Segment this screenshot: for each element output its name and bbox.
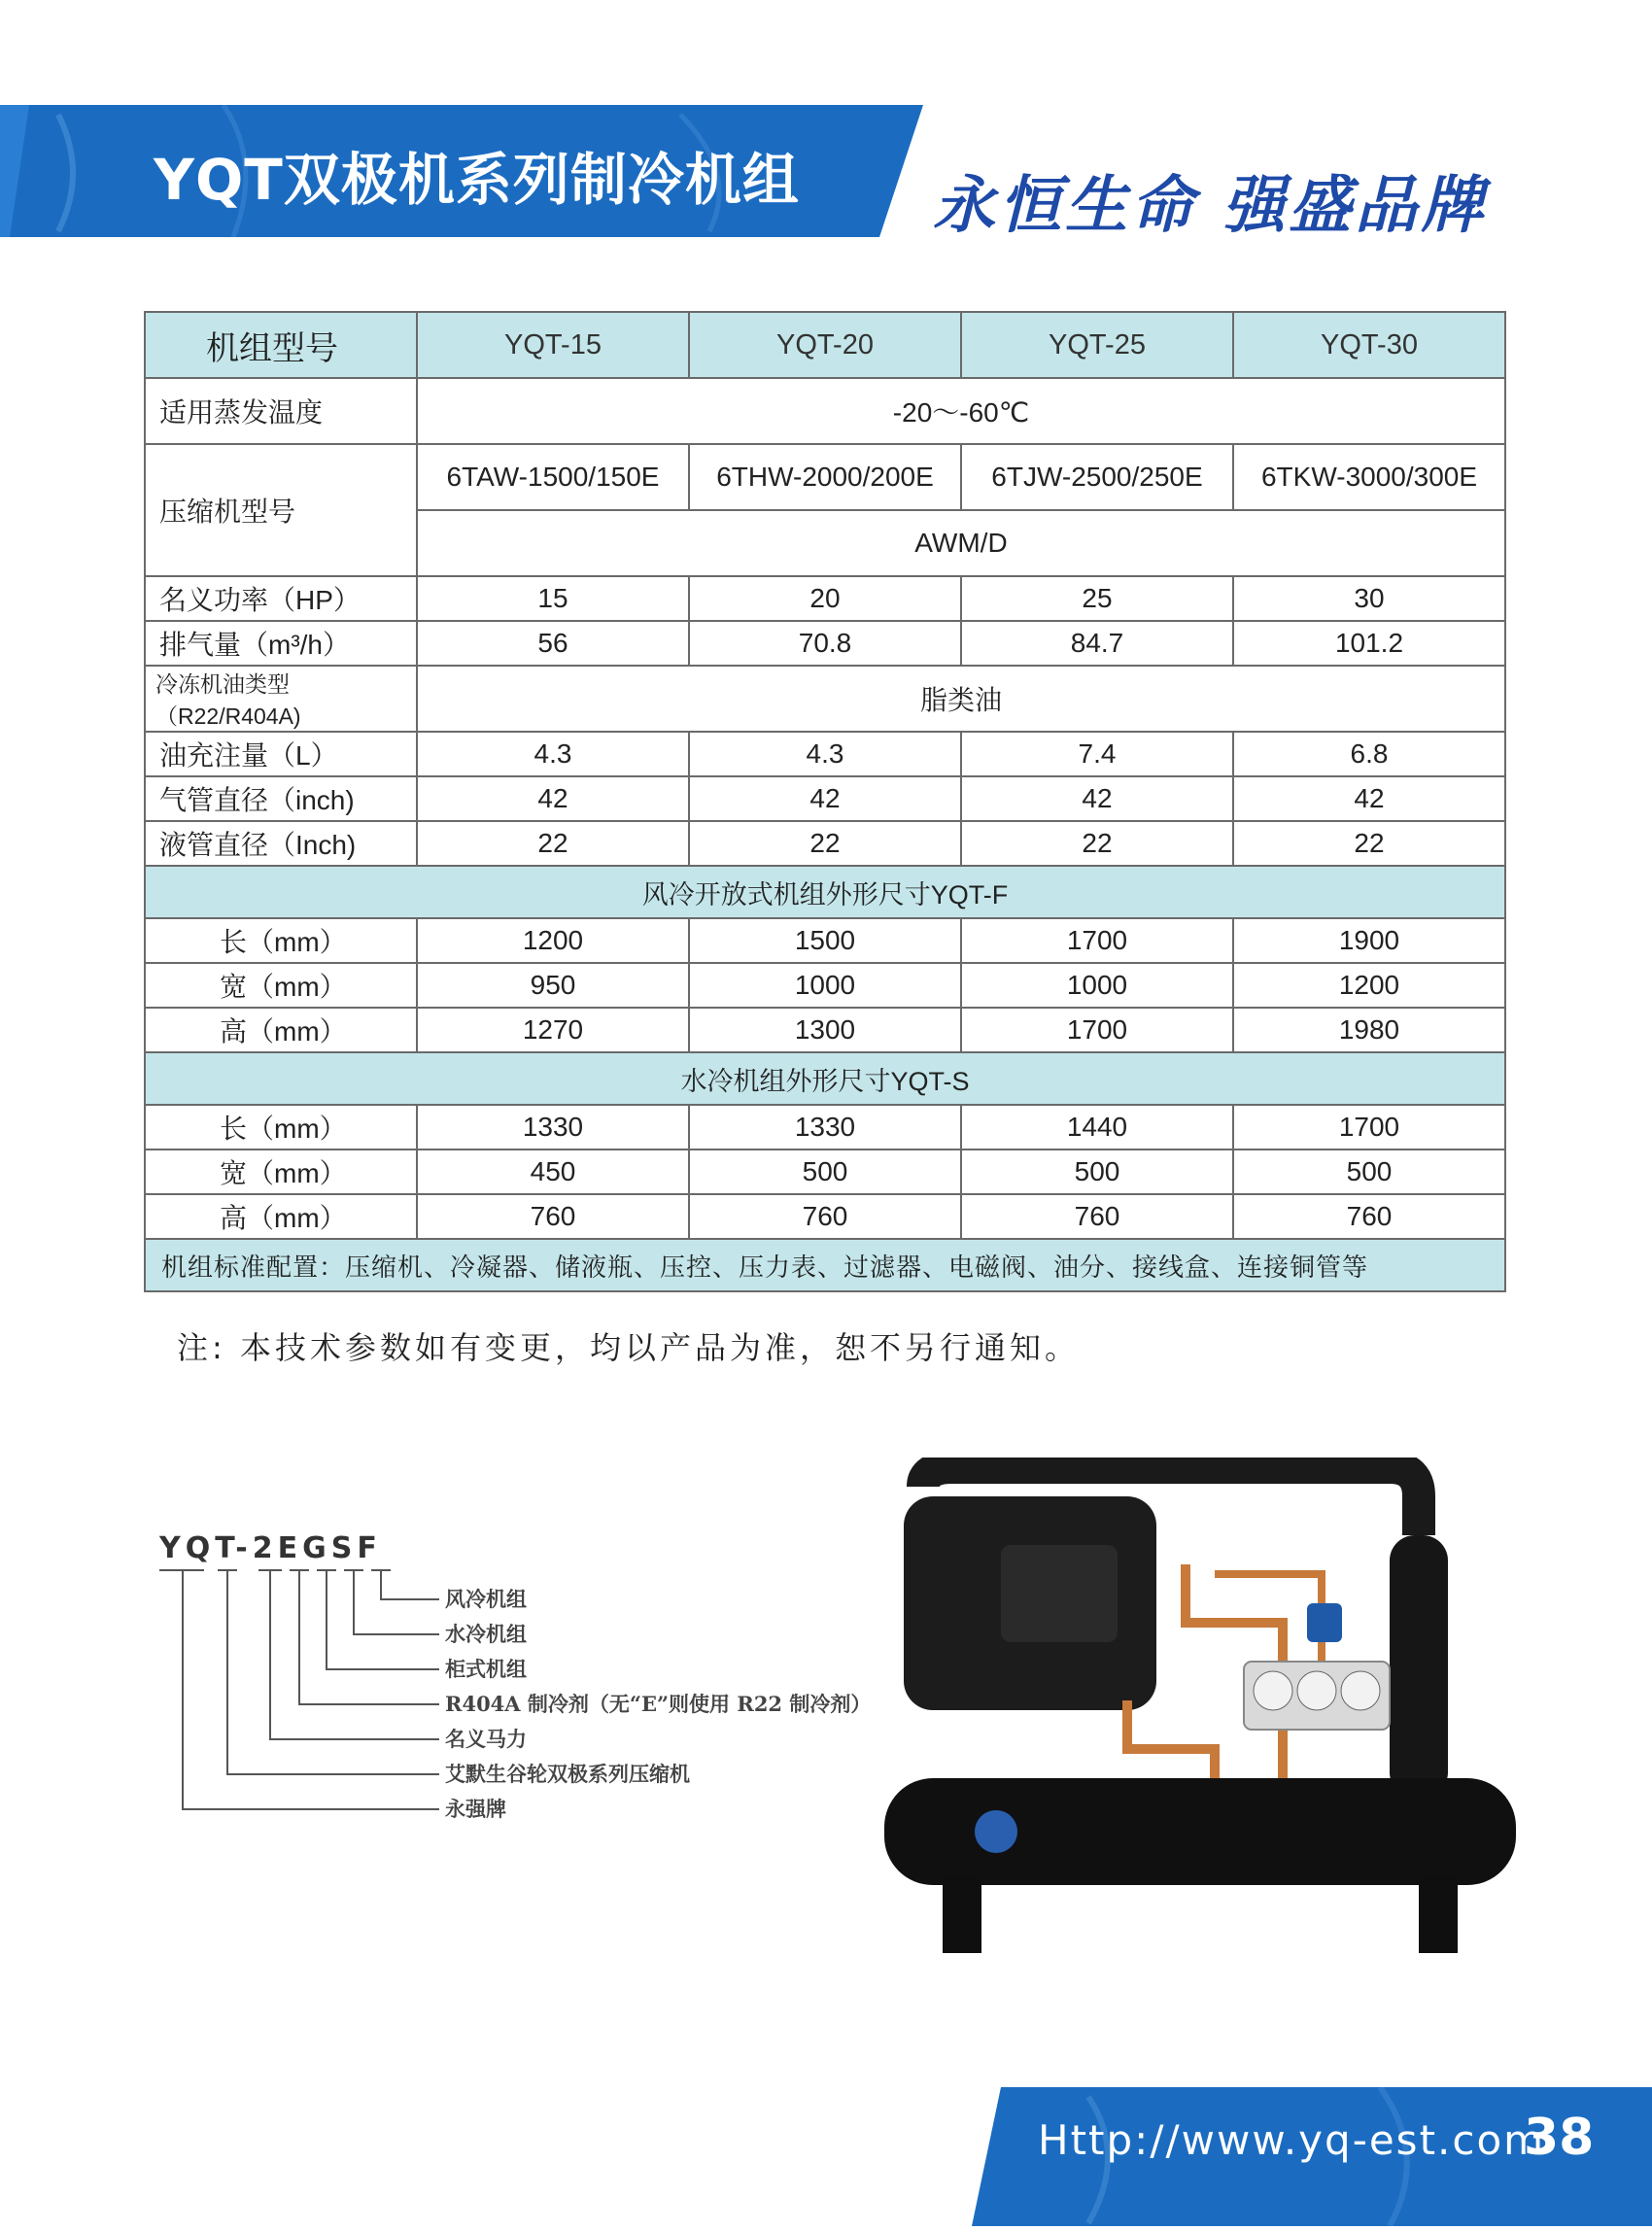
table-cell: 22 xyxy=(961,821,1233,866)
table-cell: 25 xyxy=(961,576,1233,621)
row-label: 高（mm） xyxy=(145,1194,417,1239)
legend-connector-lines xyxy=(155,1535,447,1856)
row-label: 排气量（m³/h） xyxy=(145,621,417,666)
legend-item: 永强牌 xyxy=(445,1797,506,1821)
row-label: 宽（mm） xyxy=(145,963,417,1008)
table-cell: 500 xyxy=(961,1149,1233,1194)
table-row xyxy=(145,621,1505,666)
row-label: 名义功率（HP） xyxy=(145,576,417,621)
table-row xyxy=(145,732,1505,776)
table-cell: 1700 xyxy=(961,1008,1233,1052)
model-code-legend xyxy=(155,1531,894,1856)
table-cell: 1200 xyxy=(417,918,689,963)
table-cell: 760 xyxy=(689,1194,961,1239)
table-cell: 1300 xyxy=(689,1008,961,1052)
row-label: 压缩机型号 xyxy=(145,444,417,576)
table-cell: 22 xyxy=(689,821,961,866)
table-row xyxy=(145,918,1505,963)
row-label: 适用蒸发温度 xyxy=(145,378,417,444)
table-cell: 70.8 xyxy=(689,621,961,666)
table-row xyxy=(145,1105,1505,1149)
table-cell: 20 xyxy=(689,576,961,621)
table-cell: 1200 xyxy=(1233,963,1505,1008)
row-label: 油充注量（L） xyxy=(145,732,417,776)
compressor-cell: 6TKW-3000/300E xyxy=(1233,444,1505,510)
table-cell: 1500 xyxy=(689,918,961,963)
table-cell: 6.8 xyxy=(1233,732,1505,776)
table-cell: 7.4 xyxy=(961,732,1233,776)
model-cell: YQT-20 xyxy=(689,312,961,378)
legend-item: 名义马力 xyxy=(445,1727,527,1751)
legend-item: R404A 制冷剂（无“E”则使用 R22 制冷剂） xyxy=(445,1692,872,1716)
table-row xyxy=(145,576,1505,621)
table-cell: 1330 xyxy=(417,1105,689,1149)
compressor-cell: 6TJW-2500/250E xyxy=(961,444,1233,510)
table-cell: 101.2 xyxy=(1233,621,1505,666)
table-cell: 760 xyxy=(417,1194,689,1239)
table-cell: 950 xyxy=(417,963,689,1008)
table-cell: 1330 xyxy=(689,1105,961,1149)
table-cell: 760 xyxy=(961,1194,1233,1239)
table-cell: 1700 xyxy=(1233,1105,1505,1149)
legend-item: 柜式机组 xyxy=(445,1657,527,1681)
table-cell: 1440 xyxy=(961,1105,1233,1149)
table-cell: 4.3 xyxy=(689,732,961,776)
table-cell: 42 xyxy=(1233,776,1505,821)
table-row xyxy=(145,776,1505,821)
legend-item: 水冷机组 xyxy=(445,1622,527,1646)
evap-temp-value: -20～-60℃ xyxy=(417,378,1505,444)
row-label: 长（mm） xyxy=(145,1105,417,1149)
table-row xyxy=(145,378,1505,444)
table-cell: 56 xyxy=(417,621,689,666)
table-cell: 42 xyxy=(417,776,689,821)
compressor-cell: 6TAW-1500/150E xyxy=(417,444,689,510)
table-row xyxy=(145,444,1505,510)
section-row xyxy=(145,1052,1505,1105)
table-row xyxy=(145,821,1505,866)
disclaimer-note: 注: 本技术参数如有变更，均以产品为准，恕不另行通知。 xyxy=(177,1329,1080,1366)
standard-config: 机组标准配置：压缩机、冷凝器、储液瓶、压控、压力表、过滤器、电磁阀、油分、接线盒、连接铜管等 xyxy=(145,1239,1505,1291)
table-cell: 22 xyxy=(417,821,689,866)
table-header-row xyxy=(145,312,1505,378)
row-label: 冷冻机油类型（R22/R404A) xyxy=(145,666,417,732)
table-row xyxy=(145,666,1505,732)
table-row xyxy=(145,963,1505,1008)
water-section-title: 水冷机组外形尺寸YQT-S xyxy=(145,1052,1505,1105)
page-number: 38 xyxy=(1524,2109,1595,2167)
legend-item: 风冷机组 xyxy=(445,1587,527,1611)
table-cell: 500 xyxy=(1233,1149,1505,1194)
table-footer-row xyxy=(145,1239,1505,1291)
table-row xyxy=(145,1149,1505,1194)
table-cell: 15 xyxy=(417,576,689,621)
compressor-brand: AWM/D xyxy=(417,510,1505,576)
table-row xyxy=(145,1194,1505,1239)
table-cell: 1000 xyxy=(689,963,961,1008)
table-cell: 450 xyxy=(417,1149,689,1194)
air-section-title: 风冷开放式机组外形尺寸YQT-F xyxy=(145,866,1505,918)
table-cell: 500 xyxy=(689,1149,961,1194)
website-link[interactable]: Http://www.yq-est.com xyxy=(1038,2116,1546,2164)
table-cell: 1700 xyxy=(961,918,1233,963)
table-cell: 1000 xyxy=(961,963,1233,1008)
table-row xyxy=(145,1008,1505,1052)
row-label: 液管直径（Inch) xyxy=(145,821,417,866)
row-label: 长（mm） xyxy=(145,918,417,963)
table-cell: 1270 xyxy=(417,1008,689,1052)
page-title: YQT双极机系列制冷机组 xyxy=(154,147,800,213)
row-label: 宽（mm） xyxy=(145,1149,417,1194)
model-cell: YQT-15 xyxy=(417,312,689,378)
table-cell: 84.7 xyxy=(961,621,1233,666)
table-cell: 760 xyxy=(1233,1194,1505,1239)
section-row xyxy=(145,866,1505,918)
row-label: 高（mm） xyxy=(145,1008,417,1052)
row-label: 气管直径（inch) xyxy=(145,776,417,821)
oil-type-value: 脂类油 xyxy=(417,666,1505,732)
table-cell: 1900 xyxy=(1233,918,1505,963)
model-cell: YQT-30 xyxy=(1233,312,1505,378)
spec-table xyxy=(144,311,1506,1292)
table-cell: 42 xyxy=(961,776,1233,821)
table-cell: 22 xyxy=(1233,821,1505,866)
table-cell: 4.3 xyxy=(417,732,689,776)
table-cell: 1980 xyxy=(1233,1008,1505,1052)
refrigeration-unit-image xyxy=(865,1458,1545,1963)
header-label: 机组型号 xyxy=(145,312,417,378)
compressor-cell: 6THW-2000/200E xyxy=(689,444,961,510)
legend-item: 艾默生谷轮双极系列压缩机 xyxy=(445,1762,690,1786)
table-cell: 30 xyxy=(1233,576,1505,621)
table-cell: 42 xyxy=(689,776,961,821)
slogan: 永恒生命 强盛品牌 xyxy=(933,169,1488,242)
model-cell: YQT-25 xyxy=(961,312,1233,378)
model-code: YQT-2EGSF xyxy=(159,1531,382,1565)
